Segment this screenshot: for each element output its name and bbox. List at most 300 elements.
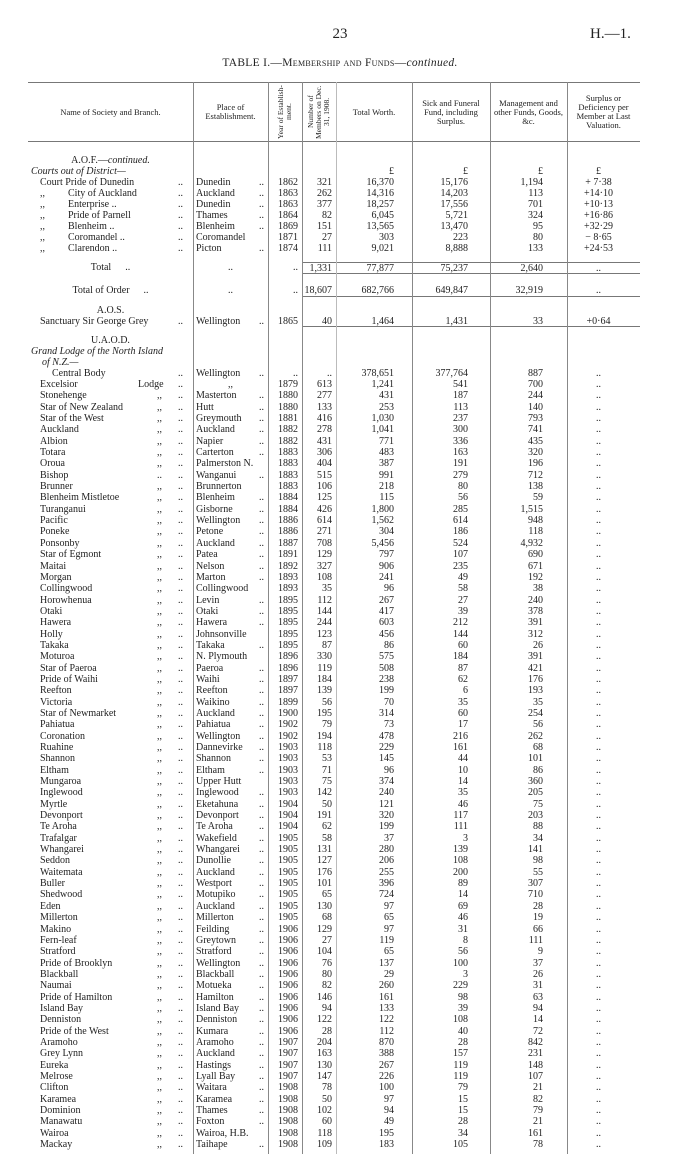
- ditto-mark: ,,: [157, 1036, 162, 1048]
- year-cell: 1864: [278, 210, 298, 221]
- dot-leader: ..: [259, 934, 264, 946]
- surplus-cell: ..: [596, 719, 601, 731]
- sick-fund-cell: 49: [458, 571, 468, 583]
- place-cell: [193, 889, 268, 900]
- dot-leader: ..: [259, 617, 264, 629]
- sick-fund-cell: 15: [458, 1093, 468, 1105]
- name-cell: [28, 787, 193, 798]
- place-cell: [193, 1048, 268, 1059]
- name-cell: [28, 526, 193, 537]
- dot-leader: ..: [178, 210, 183, 221]
- ditto-mark: ,,: [40, 210, 45, 221]
- ditto-mark: ,,: [157, 696, 162, 708]
- surplus-cell: ..: [596, 628, 601, 640]
- year-cell: 1883: [278, 447, 298, 459]
- ditto-mark: ,,: [157, 639, 162, 651]
- name-cell: [28, 1139, 193, 1150]
- members-cell: 76: [322, 957, 332, 969]
- table-row: [28, 889, 640, 900]
- total-worth-cell: 456: [379, 628, 394, 640]
- dot-leader: ..: [259, 1036, 264, 1048]
- name-cell: [28, 492, 193, 503]
- year-cell: 1880: [278, 390, 298, 402]
- members-cell: 515: [317, 469, 332, 481]
- place-cell: [193, 1060, 268, 1071]
- surplus-cell: ..: [596, 571, 601, 583]
- total-worth-cell: 417: [379, 605, 394, 617]
- place-name: Whangarei: [196, 844, 240, 856]
- membership-funds-table: [28, 82, 640, 1150]
- dot-leader: ..: [178, 199, 183, 210]
- branch-name: Manawatu: [40, 1116, 83, 1128]
- sick-fund-cell: 39: [458, 1002, 468, 1014]
- name-cell: [28, 368, 193, 379]
- total-worth-cell: 253: [379, 401, 394, 413]
- dot-leader: ..: [178, 957, 183, 969]
- name-cell: [28, 561, 193, 572]
- place-cell: [193, 492, 268, 503]
- dot-leader: ..: [178, 878, 183, 890]
- members-cell: 80: [322, 968, 332, 980]
- branch-name: Stratford: [40, 946, 76, 958]
- sick-fund-cell: 3: [463, 968, 468, 980]
- management-cell: 887: [528, 368, 543, 379]
- management-cell: 26: [533, 639, 543, 651]
- ditto-mark: ,,: [157, 560, 162, 572]
- members-cell: 118: [317, 742, 332, 753]
- dot-leader: ..: [259, 515, 264, 527]
- section-heading: [28, 335, 640, 346]
- year-cell: 1904: [278, 821, 298, 833]
- dot-leader: ..: [178, 549, 183, 561]
- branch-name: Inglewood: [40, 787, 83, 799]
- management-cell: 98: [533, 855, 543, 867]
- dot-leader: ..: [178, 900, 183, 912]
- members-cell: 60: [322, 1116, 332, 1128]
- place-cell: [193, 810, 268, 821]
- total-worth-cell: 870: [379, 1036, 394, 1048]
- table-row: [28, 481, 640, 492]
- place-cell: [193, 742, 268, 753]
- total-worth-cell: 1,030: [371, 413, 394, 425]
- members-cell: 321: [317, 177, 332, 188]
- sick-fund-cell: £: [463, 166, 468, 177]
- section-heading-text: A.O.F.—continued.: [71, 155, 150, 166]
- total-worth-cell: 255: [379, 866, 394, 878]
- management-cell: 148: [528, 1059, 543, 1071]
- sick-fund-cell: 300: [453, 424, 468, 436]
- year-cell: 1886: [278, 526, 298, 538]
- name-cell: [28, 1116, 193, 1127]
- branch-name: City of Auckland: [68, 188, 137, 199]
- name-cell: [28, 969, 193, 980]
- column-rule: [193, 82, 194, 1154]
- year-cell: 1907: [278, 1048, 298, 1060]
- members-cell: 127: [317, 855, 332, 867]
- place-cell: [193, 765, 268, 776]
- dot-leader: ..: [178, 923, 183, 935]
- place-cell: [193, 1082, 268, 1093]
- management-cell: 421: [528, 662, 543, 674]
- year-cell: 1903: [278, 753, 298, 765]
- dot-leader: ..: [178, 560, 183, 572]
- members-cell: 142: [317, 787, 332, 799]
- dot-leader: ..: [259, 878, 264, 890]
- surplus-cell: ..: [596, 469, 601, 481]
- members-cell: 130: [317, 1059, 332, 1071]
- members-cell: 416: [317, 413, 332, 425]
- total-worth-cell: 145: [379, 753, 394, 765]
- surplus-cell: ..: [596, 889, 601, 901]
- year-cell: 1900: [278, 707, 298, 719]
- place-name: Paeroa: [196, 662, 224, 674]
- dot-leader: ..: [178, 515, 183, 527]
- name-cell: [28, 878, 193, 889]
- place-name: Pahiatua: [196, 719, 231, 731]
- management-cell: 231: [528, 1048, 543, 1060]
- members-cell: 58: [322, 832, 332, 844]
- sick-fund-cell: 35: [458, 696, 468, 708]
- sick-fund-cell: 79: [458, 1082, 468, 1094]
- place-cell: ..: [228, 262, 233, 273]
- branch-name: Wairoa: [40, 1127, 69, 1139]
- total-worth-cell: 374: [379, 776, 394, 788]
- dot-leader: ..: [178, 662, 183, 674]
- surplus-cell: ..: [596, 821, 601, 833]
- column-rule: [302, 82, 303, 1154]
- year-cell: 1903: [278, 764, 298, 776]
- place-cell: Wairoa, H.B.: [196, 1127, 249, 1139]
- table-row: [28, 912, 640, 923]
- place-name: Motueka: [196, 980, 232, 992]
- branch-name: Denniston: [40, 1014, 82, 1026]
- place-cell: [193, 719, 268, 730]
- total-of-order-row: [28, 285, 640, 297]
- surplus-cell: ..: [596, 662, 601, 674]
- management-cell: 63: [533, 991, 543, 1003]
- surplus-cell: ..: [596, 1048, 601, 1060]
- place-name: Hamilton: [196, 991, 234, 1003]
- name-cell: [28, 685, 193, 696]
- ditto-mark: ,,: [157, 571, 162, 583]
- management-cell: 320: [528, 447, 543, 459]
- management-cell: 72: [533, 1025, 543, 1037]
- management-cell: 793: [528, 413, 543, 425]
- dot-leader: ..: [178, 401, 183, 413]
- management-cell: 19: [533, 912, 543, 924]
- header-total-worth: Total Worth.: [352, 106, 396, 117]
- table-row: [28, 799, 640, 810]
- place-name: Auckland: [196, 537, 235, 549]
- place-cell: [193, 243, 268, 254]
- year-cell: 1884: [278, 492, 298, 504]
- dot-leader: ..: [259, 1105, 264, 1116]
- header-place: Place of Establishment.: [205, 102, 256, 121]
- dot-leader: ..: [259, 537, 264, 549]
- branch-name: Pahiatua: [40, 719, 75, 731]
- spacer: [28, 254, 640, 262]
- place-name: Auckland: [196, 188, 235, 199]
- sick-fund-cell: 13,470: [440, 221, 468, 232]
- total-worth-cell: 195: [379, 1127, 394, 1139]
- ditto-mark: ,,: [157, 481, 162, 493]
- sick-fund-cell: 44: [458, 753, 468, 765]
- name-cell: [28, 262, 193, 274]
- dot-leader: ..: [178, 866, 183, 878]
- branch-name: Blackball: [40, 968, 79, 980]
- name-cell: [28, 1082, 193, 1093]
- year-cell: 1907: [278, 1070, 298, 1082]
- members-cell: 271: [317, 526, 332, 538]
- ditto-mark: ,,: [157, 1070, 162, 1082]
- members-cell: 122: [317, 1014, 332, 1026]
- surplus-cell: ..: [596, 401, 601, 413]
- sick-fund-cell: 223: [453, 232, 468, 243]
- branch-name: Pacific: [40, 515, 68, 527]
- table-row: [28, 390, 640, 401]
- total-worth-cell: 5,456: [371, 537, 394, 549]
- surplus-cell: ..: [596, 639, 601, 651]
- branch-name: Mungaroa: [40, 776, 82, 788]
- branch-name: Star of Paeroa: [40, 662, 97, 674]
- members-cell: 244: [317, 617, 332, 629]
- place-cell: [193, 1094, 268, 1105]
- ditto-mark: ,,: [157, 832, 162, 844]
- dot-leader: ..: [178, 221, 183, 232]
- place-name: Auckland: [196, 424, 235, 436]
- sick-fund-cell: 119: [453, 1059, 468, 1071]
- management-cell: 32,919: [490, 285, 567, 297]
- total-worth-cell: 9,021: [371, 243, 394, 254]
- dot-leader: ..: [259, 696, 264, 708]
- surplus-cell: ..: [596, 447, 601, 459]
- place-cell: [193, 855, 268, 866]
- ditto-mark: ,,: [157, 719, 162, 731]
- surplus-cell: ..: [596, 1014, 601, 1026]
- name-cell: [28, 924, 193, 935]
- members-cell: 176: [317, 866, 332, 878]
- dot-leader: ..: [143, 285, 149, 296]
- year-cell: 1908: [278, 1082, 298, 1094]
- sick-fund-cell: 56: [458, 946, 468, 958]
- branch-name: Pride of the West: [40, 1025, 109, 1037]
- management-cell: 4,932: [520, 537, 543, 549]
- place-name: Auckland: [196, 900, 235, 912]
- name-cell: [28, 221, 193, 232]
- branch-name: Bishop: [40, 469, 69, 481]
- table-row: [28, 504, 640, 515]
- ditto-mark: ,,: [157, 855, 162, 867]
- place-name: Inglewood: [196, 787, 239, 799]
- place-name: Gisborne: [196, 503, 233, 515]
- members-cell: 75: [322, 776, 332, 788]
- place-name: Dunollie: [196, 855, 231, 867]
- surplus-cell: ..: [596, 764, 601, 776]
- ditto-mark: ,,: [157, 628, 162, 640]
- section-heading-italic: continued.: [107, 155, 150, 166]
- dot-leader: ..: [178, 1116, 183, 1128]
- ditto-mark: Lodge: [138, 379, 164, 390]
- table-row: [28, 413, 640, 424]
- total-worth-cell: 112: [379, 1025, 394, 1037]
- dot-leader: ..: [259, 719, 264, 731]
- place-name: Eketahuna: [196, 798, 239, 810]
- sick-fund-cell: 541: [453, 379, 468, 390]
- table-row: [28, 651, 640, 662]
- place-cell: [193, 346, 268, 357]
- place-cell: [193, 753, 268, 764]
- sick-fund-cell: 80: [458, 481, 468, 493]
- dot-leader: ..: [178, 469, 183, 481]
- ditto-mark: ,,: [157, 980, 162, 992]
- place-name: Auckland: [196, 1048, 235, 1060]
- ditto-mark: ,,: [157, 844, 162, 856]
- branch-name: Takaka: [40, 639, 69, 651]
- header-sick-fund: Sick and Funeral Fund, including Surplus.: [422, 97, 480, 126]
- place-cell: [193, 901, 268, 912]
- dot-leader: ..: [178, 832, 183, 844]
- name-cell: [28, 379, 193, 390]
- year-cell: 1880: [278, 401, 298, 413]
- management-cell: 240: [528, 594, 543, 606]
- dot-leader: ..: [259, 639, 264, 651]
- year-cell: 1882: [278, 424, 298, 436]
- place-cell: [193, 436, 268, 447]
- place-cell: [193, 538, 268, 549]
- place-cell: Brunnerton: [196, 481, 242, 493]
- name-cell: [28, 867, 193, 878]
- ditto-mark: ,,: [157, 810, 162, 822]
- table-row: [28, 924, 640, 935]
- management-cell: 35: [533, 696, 543, 708]
- header-management-funds: Management and other Funds, Goods, &c.: [494, 97, 563, 126]
- branch-name: Hawera: [40, 617, 72, 629]
- ditto-mark: ,,: [157, 685, 162, 697]
- table-row: [28, 549, 640, 560]
- dot-leader: ..: [178, 605, 183, 617]
- dot-leader: ..: [178, 458, 183, 470]
- dot-leader: ..: [259, 243, 264, 254]
- place-cell: [193, 685, 268, 696]
- management-cell: 21: [533, 1082, 543, 1094]
- title-sep: —: [394, 57, 407, 69]
- branch-name: Otaki: [40, 605, 63, 617]
- table-row: [28, 617, 640, 628]
- place-cell: [193, 504, 268, 515]
- sick-fund-cell: 187: [453, 390, 468, 402]
- place-cell: [193, 992, 268, 1003]
- dot-leader: ..: [178, 232, 183, 243]
- branch-name: Star of New Zealand: [40, 401, 124, 413]
- dot-leader: ..: [259, 855, 264, 867]
- table-row: [28, 753, 640, 764]
- ditto-mark: ,,: [157, 753, 162, 765]
- place-name: Masterton: [196, 390, 237, 402]
- place-cell: [193, 561, 268, 572]
- name-cell: [28, 177, 193, 188]
- dot-leader: ..: [178, 594, 183, 606]
- total-worth-cell: 229: [379, 742, 394, 753]
- dot-leader: ..: [178, 1127, 183, 1139]
- total-worth-cell: 199: [379, 821, 394, 833]
- ditto-mark: ..: [157, 469, 162, 481]
- year-cell: 1908: [278, 1116, 298, 1128]
- sick-fund-cell: 15,176: [440, 177, 468, 188]
- table-row: [28, 199, 640, 210]
- members-cell: 94: [322, 1002, 332, 1014]
- year-cell: 1895: [278, 617, 298, 629]
- total-worth-cell: 304: [379, 526, 394, 538]
- name-cell: [28, 243, 193, 254]
- year-cell: 1906: [278, 980, 298, 992]
- sick-fund-cell: 184: [453, 651, 468, 663]
- sick-fund-cell: 75,237: [412, 262, 490, 274]
- table-row: [28, 958, 640, 969]
- dot-leader: ..: [259, 798, 264, 810]
- dot-leader: ..: [178, 651, 183, 663]
- dot-leader: ..: [259, 503, 264, 515]
- sick-fund-cell: 108: [453, 855, 468, 867]
- place-name: Auckland: [196, 707, 235, 719]
- table-row: [28, 447, 640, 458]
- name-cell: [28, 946, 193, 957]
- branch-name: Court Pride of Dunedin: [40, 177, 135, 188]
- management-cell: 391: [528, 617, 543, 629]
- surplus-cell: +14·10: [584, 188, 613, 199]
- surplus-cell: ..: [596, 605, 601, 617]
- total-worth-cell: 387: [379, 458, 394, 470]
- place-name: Dunedin: [196, 199, 231, 210]
- year-cell: 1899: [278, 696, 298, 708]
- table-row: [28, 935, 640, 946]
- name-cell: [28, 188, 193, 199]
- sick-fund-cell: 15: [458, 1105, 468, 1116]
- management-cell: £: [538, 166, 543, 177]
- place-name: Nelson: [196, 560, 225, 572]
- name-cell: [28, 844, 193, 855]
- name-cell: [28, 232, 193, 243]
- members-cell: 613: [317, 379, 332, 390]
- place-name: Patea: [196, 549, 218, 561]
- year-cell: 1895: [278, 594, 298, 606]
- ditto-mark: ,,: [157, 787, 162, 799]
- members-cell: 50: [322, 798, 332, 810]
- table-row: [28, 992, 640, 1003]
- table-row: [28, 538, 640, 549]
- table-row: [28, 776, 640, 787]
- place-name: Hutt: [196, 401, 214, 413]
- members-cell: 79: [322, 719, 332, 731]
- sick-fund-cell: 336: [453, 435, 468, 447]
- dot-leader: ..: [259, 210, 264, 221]
- table-row: [28, 515, 640, 526]
- members-cell: 708: [317, 537, 332, 549]
- year-cell: 1908: [278, 1127, 298, 1139]
- place-cell: [193, 368, 268, 379]
- branch-name: Dominion: [40, 1105, 81, 1116]
- surplus-cell: ..: [596, 912, 601, 924]
- surplus-cell: ..: [596, 787, 601, 799]
- dot-leader: ..: [178, 368, 183, 379]
- ditto-mark: ,,: [157, 742, 162, 753]
- dot-leader: ..: [178, 673, 183, 685]
- surplus-cell: ..: [596, 855, 601, 867]
- total-row: [28, 262, 640, 274]
- branch-name: Horowhenua: [40, 594, 92, 606]
- name-cell: [28, 481, 193, 492]
- dot-leader: ..: [178, 526, 183, 538]
- sick-fund-cell: 31: [458, 923, 468, 935]
